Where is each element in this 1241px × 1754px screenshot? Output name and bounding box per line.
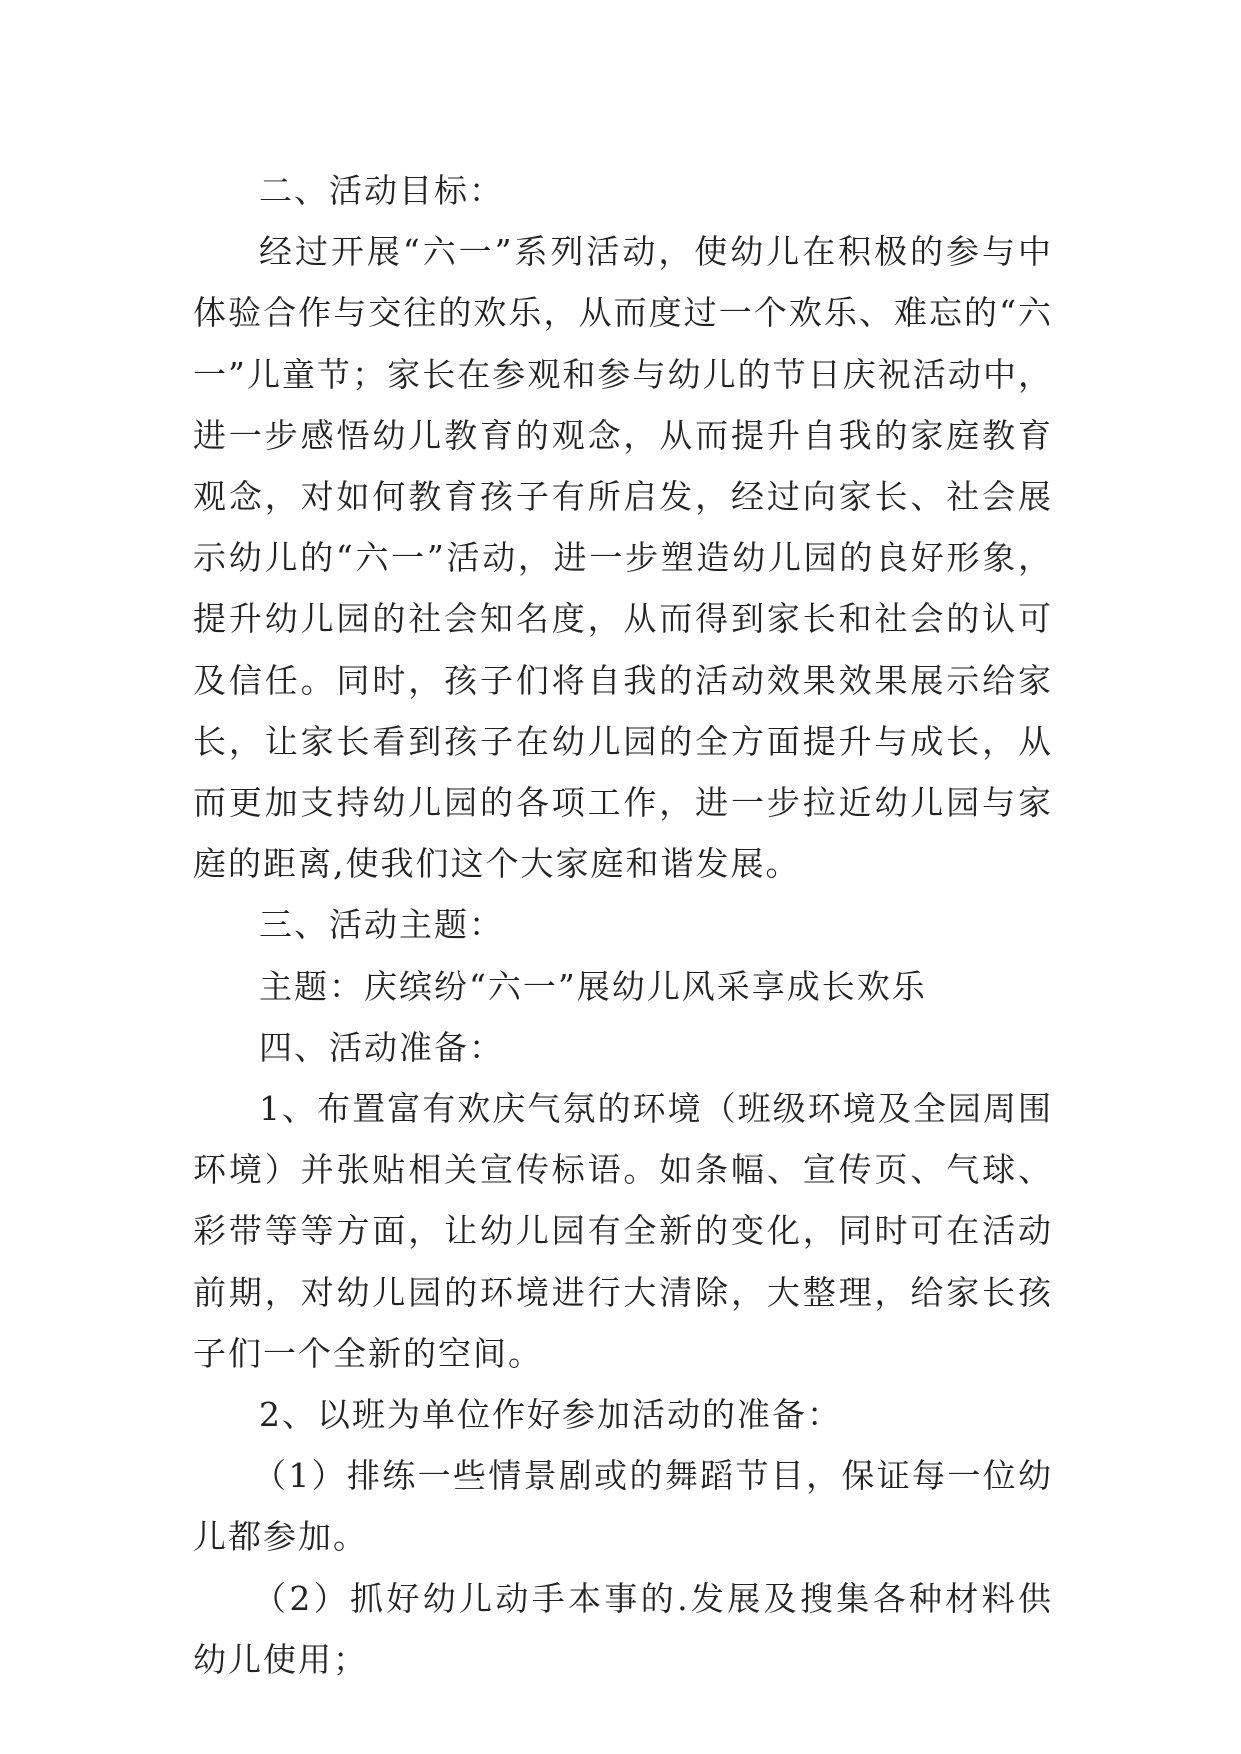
goals-paragraph: 经过开展“六一”系列活动，使幼儿在积极的参与中体验合作与交往的欢乐，从而度过一个欢乐、难忘的“六一”儿童节；家长在参观和参与幼儿的节日庆祝活动中，进一步感悟幼儿教育的观念，从而提升自我的家庭教育观念，对如何教育孩子有所启发，经过向家长、社会展示幼儿的“六一”活动，进一步塑造幼儿园的良好形象，提升幼儿园的社会知名度，从而得到家长和社会的认可及信任。同时，孩子们将自我的活动效果效果展示给家长，让家长看到孩子在幼儿园的全方面提升与成长，从而更加支持幼儿园的各项工作，进一步拉近幼儿园与家庭的距离,使我们这个大家庭和谐发展。 — [193, 232, 1053, 884]
theme-paragraph: 主题：庆缤纷“六一”展幼儿风采享成长欢乐 — [259, 966, 927, 1006]
section-heading-goals: 二、活动目标： — [259, 171, 504, 210]
section-heading-preparation: 四、活动准备： — [259, 1027, 504, 1067]
document-body — [193, 160, 1053, 1690]
section-heading-theme: 三、活动主题： — [259, 905, 504, 945]
preparation-item-2-1: （1）排练一些情景剧或的舞蹈节目，保证每一位幼儿都参加。 — [193, 1456, 1053, 1557]
preparation-item-2: 2、以班为单位作好参加活动的准备： — [259, 1395, 842, 1435]
preparation-item-2-2: （2）抓好幼儿动手本事的.发展及搜集各种材料供幼儿使用； — [193, 1578, 1053, 1679]
preparation-item-1: 1、布置富有欢庆气氛的环境（班级环境及全园周围环境）并张贴相关宣传标语。如条幅、宣传页、气球、彩带等等方面，让幼儿园有全新的变化，同时可在活动前期，对幼儿园的环境进行大清除，大整理，给家长孩子们一个全新的空间。 — [193, 1089, 1053, 1373]
